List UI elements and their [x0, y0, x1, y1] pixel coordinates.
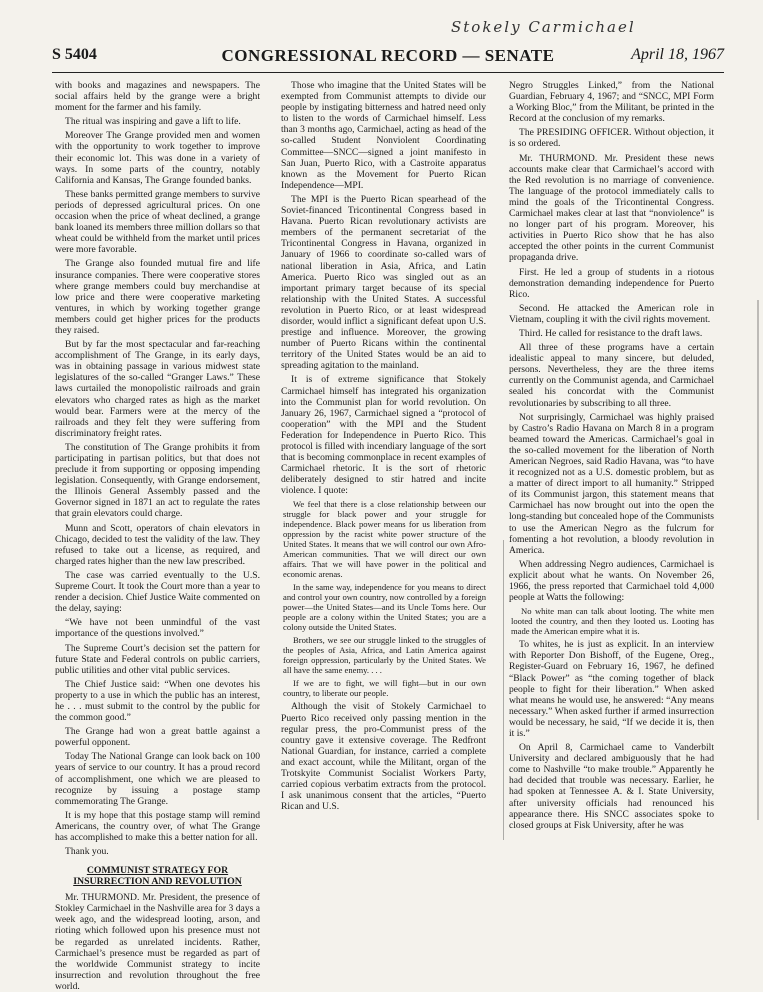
section-heading: COMMUNIST STRATEGY FOR INSURRECTION AND REVOLUTION	[73, 865, 242, 888]
paragraph: It is of extreme significance that Stokely Carmichael himself has integrated his organization into the Communist plan for world revolution. On January 26, 1967, Carmichael signed a “protocol of cooperation” with the MPI and the Student Federation for Independence in Puerto Rico. This protocol is filled with incendiary language of the sort that is becoming commonplace in recent examples of Carmichael rhetoric. It is the sort of rhetoric deliberately designed to stir hatred and incite violence. I quote:	[281, 374, 486, 497]
quoted-passage: Brothers, we see our struggle linked to the struggles of the peoples of Asia, Africa, and Latin America against foreign oppression, particularly by the United States. We all have the same enemy. . . .	[283, 635, 486, 676]
paragraph: On April 8, Carmichael came to Vanderbilt University and declared ambiguously that he had come to Nashville “to make trouble.” Apparently he had decided that trouble was necessary. Earlier, he had spoken at Tennessee A. & I. State University, after university officials had renounced his appearance there. His SNCC associates spoke to closed groups at Fisk University, after he was	[509, 742, 714, 831]
scan-margin-mark	[503, 540, 504, 840]
paragraph: The ritual was inspiring and gave a lift to life.	[65, 116, 241, 128]
handwritten-annotation	[445, 6, 745, 40]
paragraph: To whites, he is just as explicit. In an interview with Reporter Don Bishoff, of the Eugene, Oreg., Register-Guard on February 16, 1967, he defined “Black Power” as “the coming together of black people to fight for their liberation.” When asked what means he would use, he answered: “Any means necessary.” When asked further if armed insurrection would be necessary, he said, “If we decide it is, then it is.”	[509, 639, 714, 739]
paragraph: Third. He called for resistance to the draft laws.	[519, 327, 703, 339]
quoted-passage: In the same way, independence for you means to direct and control your own country, now controlled by a foreign power—the United States—and its Uncle Toms here. Our people are a colony within the United States; you are a colony outside the United States.	[283, 582, 486, 633]
page-number: S 5404	[52, 46, 97, 63]
paragraph: The PRESIDING OFFICER. Without objection, it is so ordered.	[509, 127, 714, 150]
paragraph: Although the visit of Stokely Carmichael to Puerto Rico received only passing mention in the regular press, the pro-Communist press of the country gave it extensive coverage. The Redfront National Guardian, for instance, carried a complete and exact account, while the Militant, organ of the Trotskyite Communist Socialist Workers Party, carried copious verbatim extracts from the protocol. I ask unanimous consent that the articles, “Puerto Rican and U.S.	[281, 701, 486, 813]
paragraph: But by far the most spectacular and far-reaching accomplishment of The Grange, in its early days, was in obtaining passage in various midwest state legislatures of the so-called “Granger Laws.” These laws curtailed the monopolistic railroads and grain elevators who charged rates as high as the market would bear. Farmers were at the mercy of the railroads and they felt they were suffering from discriminatory freight rates.	[55, 339, 260, 439]
column-3	[509, 80, 714, 980]
paragraph: When addressing Negro audiences, Carmichael is explicit about what he wants. On November 26, 1966, the press reported that Carmichael told 4,000 people at Watts the following:	[509, 558, 714, 604]
paragraph: It is my hope that this postage stamp will remind Americans, the country over, of what The Grange has accomplished to make this a better nation for all.	[55, 809, 260, 843]
paragraph: Second. He attacked the American role in Vietnam, coupling it with the civil rights movement.	[509, 302, 714, 325]
scan-margin-mark	[757, 300, 759, 820]
paragraph: The case was carried eventually to the U.S. Supreme Court. It took the Court more than a year to render a decision. Chief Justice Waite commented on the delay, saying:	[55, 569, 260, 615]
paragraph: Not surprisingly, Carmichael was highly praised by Castro’s Radio Havana on March 8 in a program beamed toward the Americas. Carmichael’s goal in the so-called movement for the liberation of North American Negroes, said Radio Havana, was “to have it recognized not as a U.S. domestic problem, but as a matter of direct import to all humanity.” Stripped of its Communist jargon, this statement means that Carmichael has now brought out into the open the long-standing but concealed hope of the Communists to use the American Negro as the fulcrum for fomenting a hot revolution, a bloody revolution in America.	[509, 411, 714, 556]
paragraph: Thank you.	[65, 846, 109, 858]
paragraph: Moreover The Grange provided men and women with the opportunity to work together to improve their economic lot. This was done in a variety of ways. In some parts of the country, notably California and Kansas, The Grange founded banks.	[55, 130, 260, 186]
paragraph: Mr. THURMOND. Mr. President, the presence of Stokley Carmichael in the Nashville area for 3 days a week ago, and the widespread looting, arson, and rioting which followed upon his presence must not be regarded as unrelated incidents. Rather, Carmichael’s presence must be regarded as part of the worldwide Communist strategy to incite insurrection and revolution throughout the free world.	[55, 892, 260, 992]
paragraph: The Grange had won a great battle against a powerful opponent.	[55, 726, 260, 749]
paragraph: These banks permitted grange members to survive periods of depressed agricultural prices. On one occasion when the price of wheat declined, a grange bank loaned its members three million dollars so that wheat could be withheld from the market until prices were more favorable.	[55, 188, 260, 256]
issue-date: April 18, 1967	[631, 46, 724, 63]
page-header	[52, 46, 724, 73]
handwritten-annotation-text: Stokely Carmichael	[451, 18, 636, 36]
paragraph: The Chief Justice said: “When one devotes his property to a use in which the public has an interest, he . . . must submit to the control by the public for the common good.”	[55, 678, 260, 724]
quoted-passage: We feel that there is a close relationship between our struggle for black power and your struggle for independence. Black power means for us liberation from oppression by the racist white power structure of the United States. It means that we will control our own Afro-American communities. That we will direct our own affairs. That we will have power in the political and economic arenas.	[283, 499, 486, 580]
publication-title: CONGRESSIONAL RECORD — SENATE	[221, 46, 555, 65]
column-1	[55, 80, 260, 992]
quoted-passage: No white man can talk about looting. The white men looted the country, and then they looted us. Looting has made the American empire what it is.	[511, 606, 714, 637]
paragraph: First. He led a group of students in a riotous demonstration demanding independence for Puerto Rico.	[509, 266, 714, 300]
paragraph: The Grange also founded mutual fire and life insurance companies. There were cooperative stores where grange members could buy merchandise at low price and there were cooperative marketing ventures, in which by working together grange members could get higher prices for the products they raised.	[55, 258, 260, 336]
paragraph: “We have not been unmindful of the vast importance of the questions involved.”	[55, 617, 260, 640]
paragraph: All three of these programs have a certain idealistic appeal to many sincere, but deluded, persons. Nevertheless, they are the three items currently on the Communist agenda, and Carmichael sealed his concordat with the Communist revolutionaries by subscribing to all three.	[509, 342, 714, 409]
paragraph: Those who imagine that the United States will be exempted from Communist attempts to divide our people by instigating bitterness and hatred need only to listen to the words of Carmichael himself. Less than 3 months ago, Carmichael, acting as head of the so-called Student Nonviolent Coordinating Committee—SNCC—signed a joint manifesto in San Juan, Puerto Rico, with a Castroite apparatus known as the Movement for Puerto Rican Independence—MPI.	[281, 80, 486, 191]
quoted-passage: If we are to fight, we will fight—but in our own country, to liberate our people.	[283, 678, 486, 699]
paragraph: The constitution of The Grange prohibits it from participating in partisan politics, but that does not preclude it from supporting or opposing impending legislation. Consequently, with Grange endorsement, the Illinois General Assembly passed and the Governor signed in 1871 an act to regulate the rates that grain elevators could charge.	[55, 441, 260, 520]
paragraph: Negro Struggles Linked,” from the National Guardian, February 4, 1967; and “SNCC, MPI Form a Working Bloc,” from the Militant, be printed in the Record at the conclusion of my remarks.	[509, 80, 714, 125]
paragraph: Today The National Grange can look back on 100 years of service to our country. It has a proud record of accomplishment, one which we are pleased to recognize by issuing a postage stamp commemorating The Grange.	[55, 751, 260, 807]
paragraph: The MPI is the Puerto Rican spearhead of the Soviet-financed Tricontinental Congress based in Havana. Puerto Rican revolutionary activists are members of the permanent secretariat of the Tricontinental Congress in Havana, organized in January of 1966 to coordinate so-called wars of national liberation in Asia, Africa, and Latin America. Puerto Rico was singled out as an important primary target because of its special relationship with the United States. A successful revolution in Puerto Rico, or at least widespread disorder, would inflict a significant defeat upon U.S. prestige and influence. Moreover, the growing number of Puerto Ricans within the continental territory of the United States would be an aid to spreading agitation to the mainland.	[281, 193, 486, 372]
paragraph: with books and magazines and newspapers. The social affairs held by the grange were a bright moment for the farmer and his family.	[55, 80, 260, 114]
column-2	[281, 80, 486, 980]
paragraph: Munn and Scott, operators of chain elevators in Chicago, decided to test the validity of the law. They refused to take out a license, as required, and charged rates higher than the new law prescribed.	[55, 522, 260, 567]
paragraph: The Supreme Court’s decision set the pattern for future State and Federal controls on public carriers, public utilities and other vital public services.	[55, 642, 260, 676]
paragraph: Mr. THURMOND. Mr. President these news accounts make clear that Carmichael’s accord with the Red revolution is no marriage of convenience. The language of the protocol immediately calls to mind the goals of the Tricontinental Congress. Carmichael makes clear at last that “nonviolence” is no longer part of his program. Moreover, his activities in Puerto Rico show that he has also accepted the other points in the current Communist propaganda drive.	[509, 152, 714, 264]
